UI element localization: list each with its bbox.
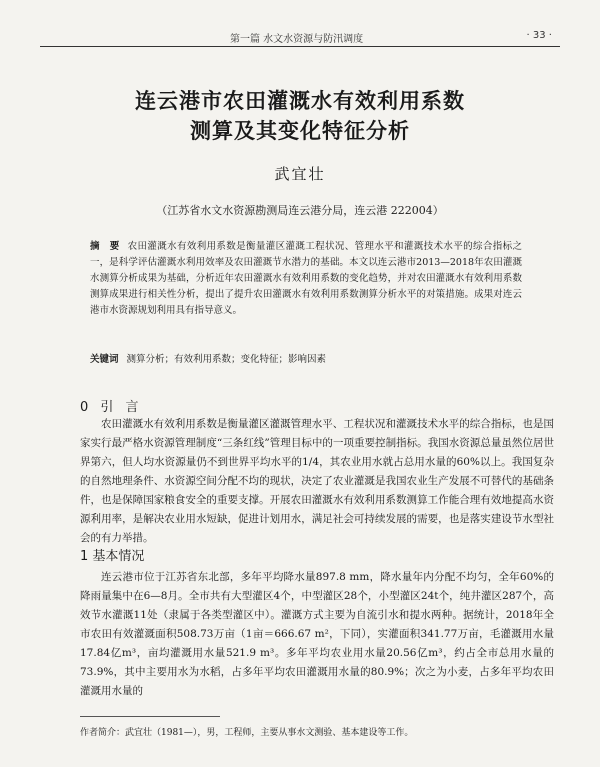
title-line-1: 连云港市农田灌溉水有效利用系数 xyxy=(135,89,465,113)
keywords-text: 测算分析；有效利用系数；变化特征；影响因素 xyxy=(126,354,327,365)
basic-situation-paragraph: 连云港市位于江苏省东北部，多年平均降水量897.8 mm，降水量年内分配不均匀，全年60%的降雨量集中在6—8月。全市共有大型灌区4个，中型灌区28个，小型灌区24t个，纯井灌区287个，高效节水灌溉11处（隶属于各类型灌区中）。灌溉方式主要为自流引水和提水两种。据统计，2018年全市农田有效灌溉面积508.73万亩（1亩＝666.67 m²，下同），实灌面积341.77万亩，毛灌溉用水量17.84亿m³，亩均灌溉用水量521.9 m³。多年平均农业用水量20.56亿m³，约占全市总用水量的73.9%，其中主要用水为水稻，占多年平均农田灌溉用水量的80.9%；次之为小麦，占多年平均农田灌溉用水量的 xyxy=(80,571,554,697)
running-head-section: 第一篇 水文水资源与防汛调度 xyxy=(230,34,364,45)
footnote-rule xyxy=(80,716,220,717)
section-heading-basic-situation: 1 基本情况 xyxy=(80,549,145,564)
section-heading-introduction: 0 引 言 xyxy=(80,400,143,415)
author-name: 武宜壮 xyxy=(274,165,326,183)
author-affiliation: （江苏省水文水资源勘测局连云港分局，连云港 222004） xyxy=(156,204,444,217)
author-footnote: 作者简介：武宜壮（1981—），男，工程师，主要从事水文测验、基本建设等工作。 xyxy=(80,728,414,738)
introduction-paragraph: 农田灌溉水有效利用系数是衡量灌区灌溉管理水平、工程状况和灌溉技术水平的综合指标，也是国家实行最严格水资源管理制度“三条红线”管理目标中的一项重要控制指标。我国水资源总量虽然位居世界第六，但人均水资源量仍不到世界平均水平的1/4，其农业用水就占总用水量的60%以上。我国复杂的自然地理条件、水资源空间分配不均的现状，决定了农业灌溉是我国农业生产发展不可替代的基础条件，也是保障国家粮食安全的重要支撑。开展农田灌溉水有效利用系数测算工作能合理有效地提高水资源利用率，是解决农业用水短缺，促进计划用水，满足社会可持续发展的需要，也是落实建设节水型社会的有力举措。 xyxy=(80,418,554,544)
page-number: · 33 · xyxy=(526,30,552,41)
keywords xyxy=(90,352,522,368)
abstract-label: 摘 要 xyxy=(90,241,120,252)
keywords-label: 关键词 xyxy=(90,354,119,365)
header-rule xyxy=(40,46,560,47)
abstract-text: 农田灌溉水有效利用系数是衡量灌区灌溉工程状况、管理水平和灌溉技术水平的综合指标之一，是科学评估灌溉水利用效率及农田灌溉节水潜力的基础。本文以连云港市2013—2018年农田灌溉水测算分析成果为基础，分析近年农田灌溉水有效利用系数的变化趋势，并对农田灌溉水有效利用系数测算成果进行相关性分析，提出了提升农田灌溉水有效利用系数测算分析水平的对策措施。成果对连云港市水资源规划利用具有指导意义。 xyxy=(90,241,522,316)
article-title xyxy=(40,86,560,146)
abstract xyxy=(90,239,522,319)
title-line-2: 测算及其变化特征分析 xyxy=(190,119,410,143)
